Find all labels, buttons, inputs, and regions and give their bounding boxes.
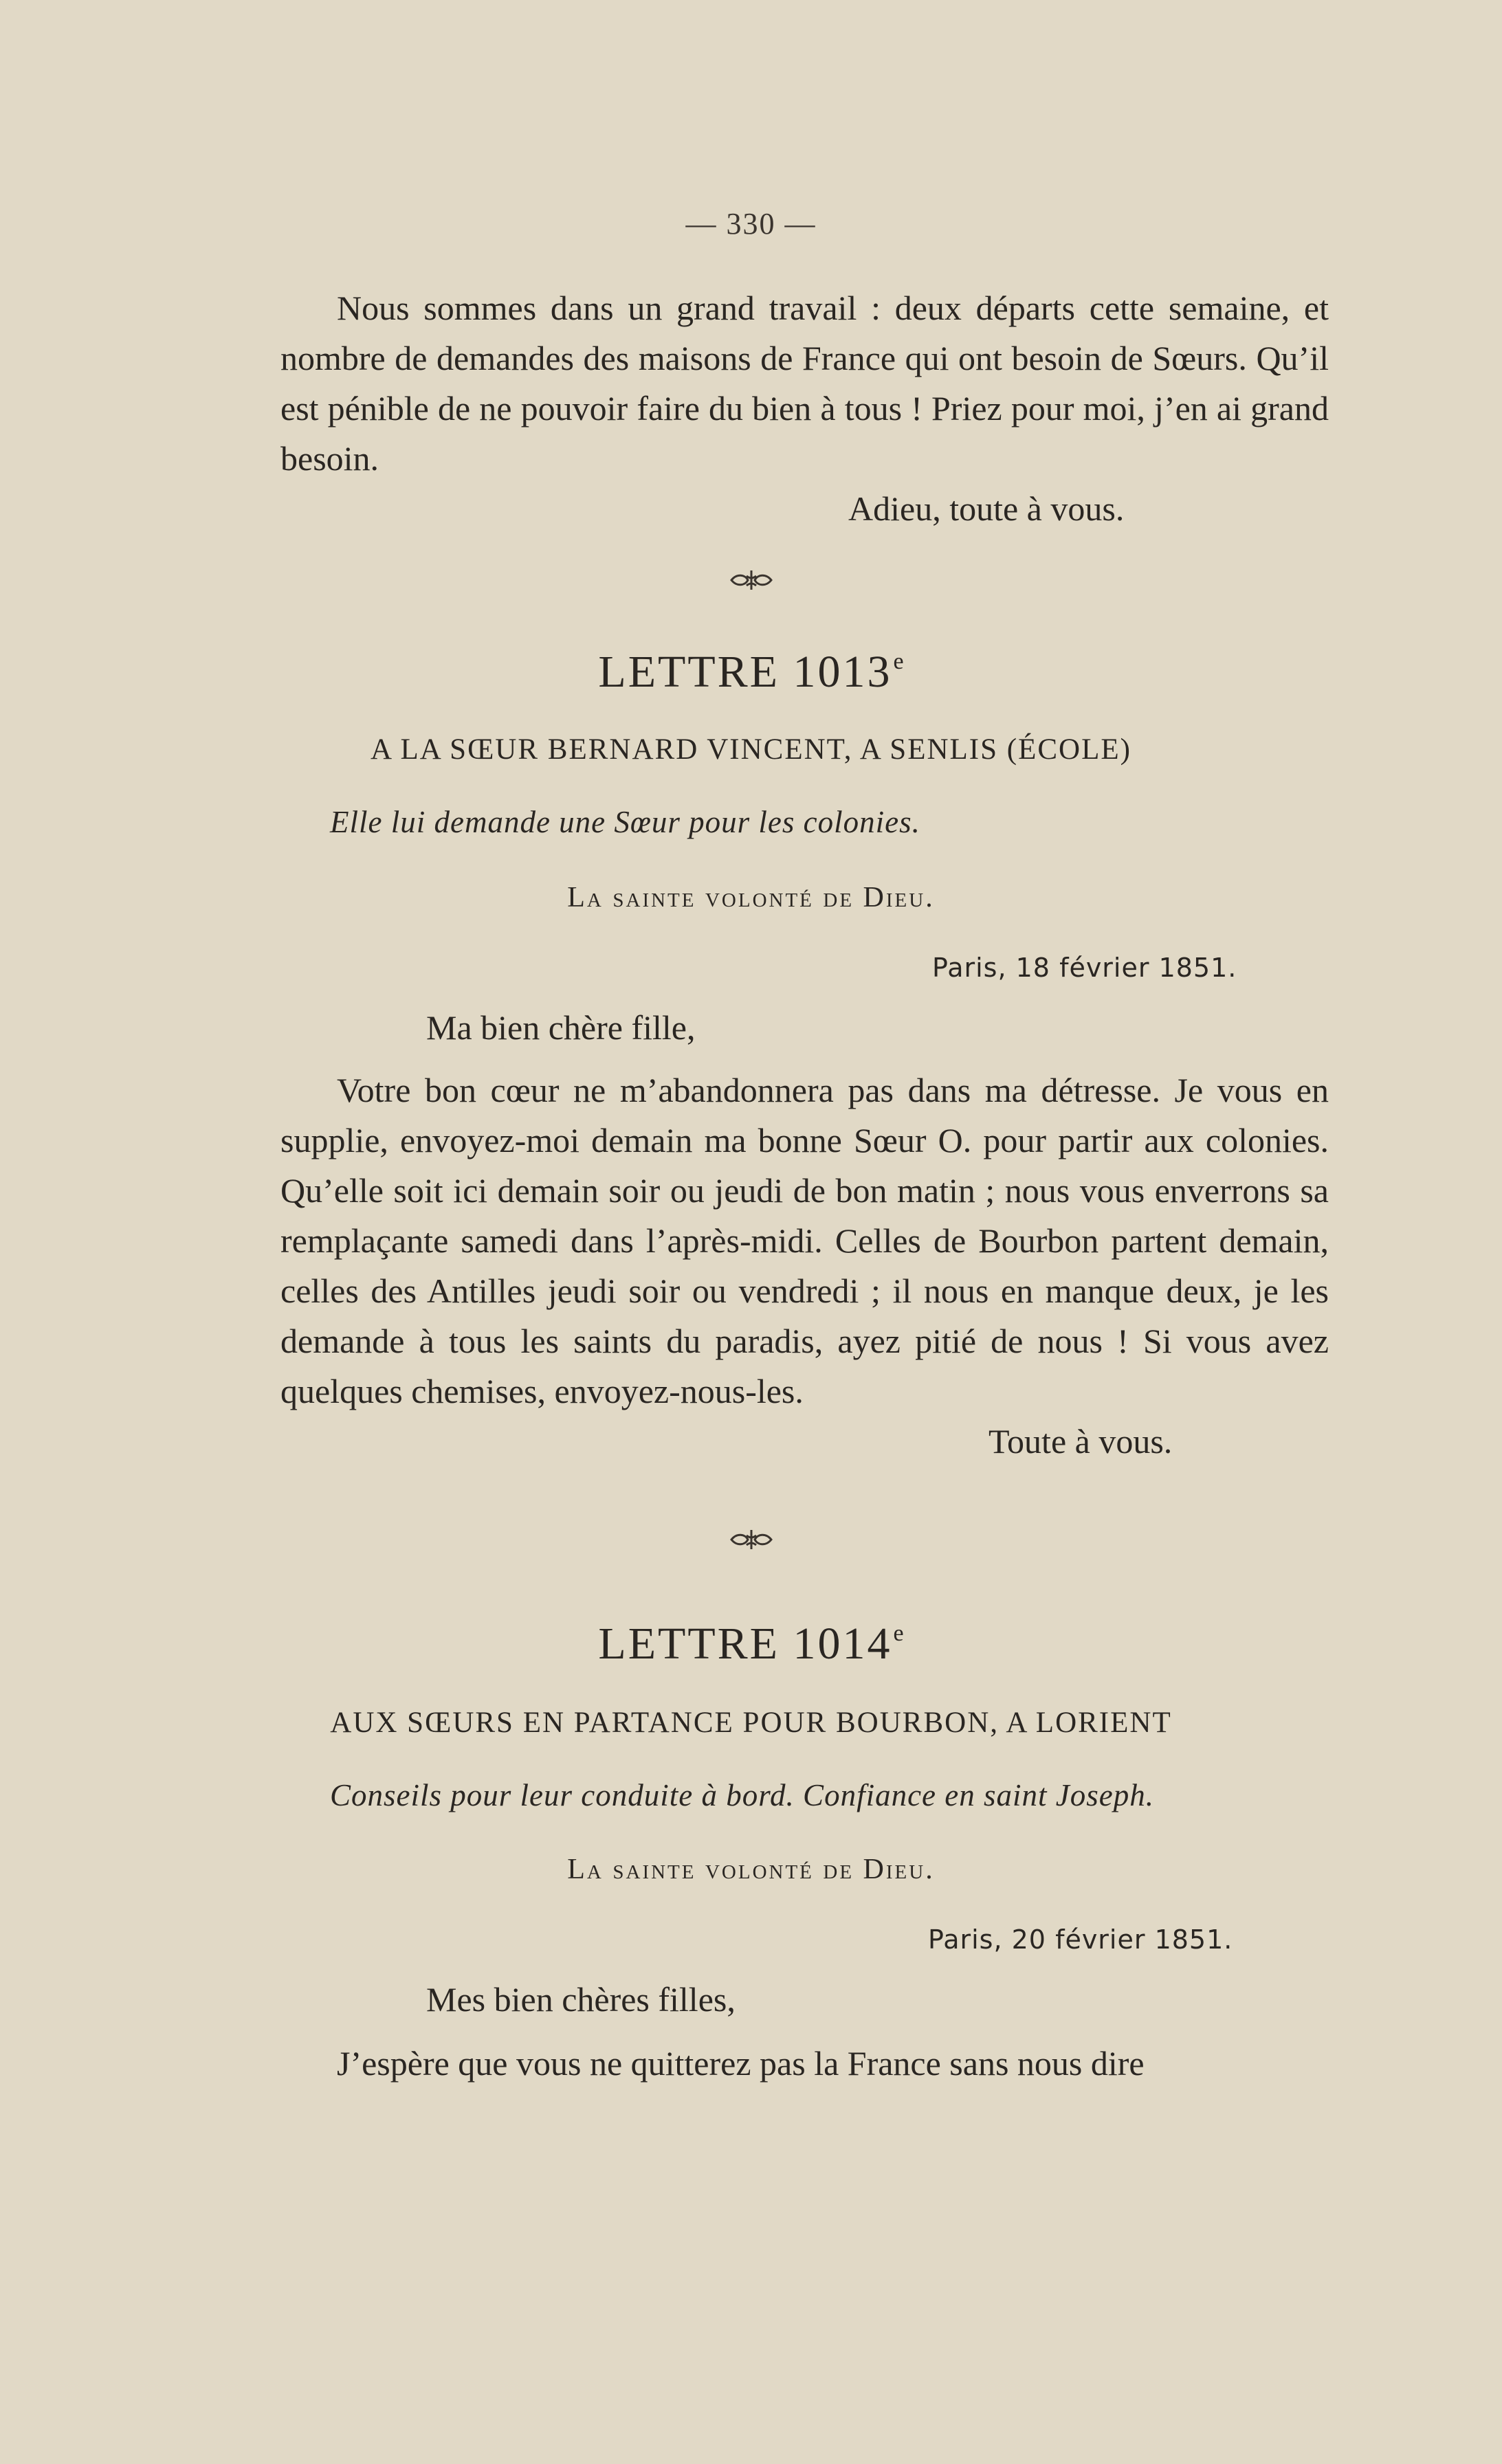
fleuron-ornament-icon <box>0 568 1502 596</box>
letter-summary: Conseils pour leur conduite à bord. Confiance en saint Joseph. <box>330 1778 1154 1812</box>
letter-dateline: Paris, 18 février 1851. <box>932 953 1237 983</box>
letter-body-section <box>280 2039 1329 2089</box>
intro-paragraph: Nous sommes dans un grand travail : deux départs cette semaine, et nombre de demandes des maisons de France qui ont besoin de Sœurs. Qu’il est pénible de ne pouvoir faire du bien à tous ! Priez pour moi, j’en ai grand besoin. <box>280 289 1329 478</box>
intro-section <box>280 283 1329 534</box>
letter-motto: La sainte volonté de Dieu. <box>567 1854 935 1885</box>
letter-summary: Elle lui demande une Sœur pour les colonies. <box>330 805 920 839</box>
letter-number-suffix: e <box>893 649 904 674</box>
letter-recipient: A LA SŒUR BERNARD VINCENT, A SENLIS (ÉCOLE) <box>371 733 1131 766</box>
letter-number: LETTRE 1014 <box>598 1619 892 1669</box>
letter-motto: La sainte volonté de Dieu. <box>567 882 935 913</box>
letter-body: Votre bon cœur ne m’abandonnera pas dans ma détresse. Je vous en supplie, envoyez-moi demain ma bonne Sœur O. pour partir aux colonies. Qu’elle soit ici demain soir ou jeudi de bon matin ; nous vous enverrons sa remplaçante samedi dans l’après-midi. Celles de Bourbon partent demain, celles des Antilles jeudi soir ou vendredi ; il nous en manque deux, je les demande à tous les saints du paradis, ayez pitié de nous ! Si vous avez quelques chemises, envoyez-nous-les. <box>280 1071 1329 1410</box>
letter-salutation: Ma bien chère fille, <box>426 1008 696 1047</box>
page-number: — 330 — <box>685 207 817 241</box>
letter-closing: Toute à vous. <box>989 1422 1173 1461</box>
letter-recipient: AUX SŒURS EN PARTANCE POUR BOURBON, A LORIENT <box>330 1707 1172 1739</box>
letter-body-section <box>280 1065 1329 1467</box>
letter-body: J’espère que vous ne quitterez pas la France sans nous dire <box>337 2044 1145 2083</box>
letter-number: LETTRE 1013 <box>598 647 892 697</box>
fleuron-ornament-icon <box>0 1527 1502 1555</box>
intro-closing: Adieu, toute à vous. <box>848 489 1125 528</box>
letter-dateline: Paris, 20 février 1851. <box>928 1924 1233 1955</box>
letter-number-suffix: e <box>893 1621 904 1646</box>
letter-salutation: Mes bien chères filles, <box>426 1980 736 2019</box>
letter-title-1013 <box>0 646 1502 698</box>
letter-title-1014 <box>0 1618 1502 1670</box>
